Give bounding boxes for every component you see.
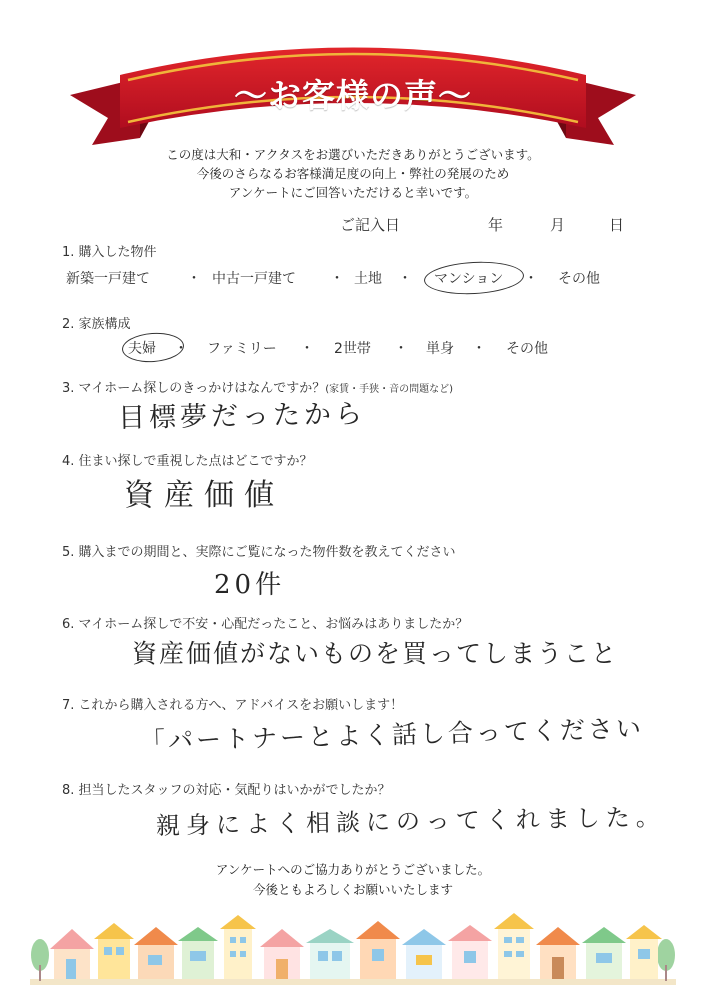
separator-dot: ・ (330, 271, 344, 287)
option-two-generation[interactable]: 2世帯 (334, 341, 371, 357)
date-month: 月 (550, 216, 566, 234)
option-land[interactable]: 土地 (354, 271, 382, 287)
date-label: ご記入日 (340, 216, 401, 234)
answer-4-handwriting: 資産価値 (124, 478, 284, 513)
closing-line: 今後ともよろしくお願いいたします (252, 882, 453, 897)
option-single[interactable]: 単身 (426, 341, 454, 357)
intro-line: この度は大和・アクタスをお選びいただきありがとうございます。 (166, 147, 540, 162)
separator-dot: ・ (300, 341, 314, 357)
option-couple[interactable]: 夫婦 (128, 341, 156, 357)
separator-dot: ・ (524, 271, 538, 287)
intro-line: アンケートにご回答いただけると幸いです。 (228, 185, 478, 200)
intro-line: 今後のさらなるお客様満足度の向上・弊社の発展のため (196, 166, 510, 181)
separator-dot: ・ (472, 341, 486, 357)
question-1-options (62, 268, 642, 288)
separator-dot: ・ (394, 341, 408, 357)
answer-8-handwriting: 親身によく相談にのってくれました。 (155, 803, 666, 840)
house-illustration-icon (30, 905, 676, 985)
answer-3-handwriting: 目標夢だったから (117, 398, 367, 434)
separator-dot: ・ (187, 271, 201, 287)
question-1-label: 1. 購入した物件 (62, 245, 157, 260)
closing-line: アンケートへのご協力ありがとうございました。 (215, 862, 491, 877)
question-8-label: 8. 担当したスタッフの対応・気配りはいかがでしたか？ (62, 783, 391, 798)
page-title: 〜お客様の声〜 (234, 76, 472, 115)
question-2-label: 2. 家族構成 (62, 317, 131, 332)
option-other[interactable]: その他 (558, 271, 600, 287)
option-used-house[interactable]: 中古一戸建て (212, 271, 296, 287)
question-6-label: 6. マイホーム探しで不安・心配だったこと、お悩みはありましたか？ (62, 617, 469, 632)
selected-circle-mark (423, 259, 525, 296)
separator-dot: ・ (398, 271, 412, 287)
answer-6-handwriting: 資産価値がないものを買ってしまうこと (132, 639, 619, 668)
option-family[interactable]: ファミリー (207, 341, 277, 357)
question-3-text: 3. マイホーム探しのきっかけはなんですか？ (62, 381, 326, 396)
selected-circle-mark (121, 331, 185, 364)
closing-message (100, 860, 606, 900)
answer-5-handwriting: 20件 (214, 570, 286, 600)
question-3-note: (家賃・手狭・音の問題など) (325, 384, 454, 395)
option-new-house[interactable]: 新築一戸建て (66, 271, 150, 287)
date-year: 年 (488, 216, 504, 234)
separator-dot: ・ (174, 341, 188, 357)
date-day: 日 (609, 216, 625, 234)
option-mansion[interactable]: マンション (434, 271, 504, 287)
question-4-label: 4. 住まい探しで重視した点はどこですか？ (62, 454, 313, 469)
answer-7-handwriting: 「パートナーとよく話し合ってください (139, 713, 645, 756)
intro-text (100, 145, 606, 202)
option-other[interactable]: その他 (506, 341, 548, 357)
question-7-label: 7. これから購入される方へ、アドバイスをお願いします！ (62, 698, 404, 713)
question-5-label: 5. 購入までの期間と、実際にご覧になった物件数を教えてください (62, 545, 456, 560)
